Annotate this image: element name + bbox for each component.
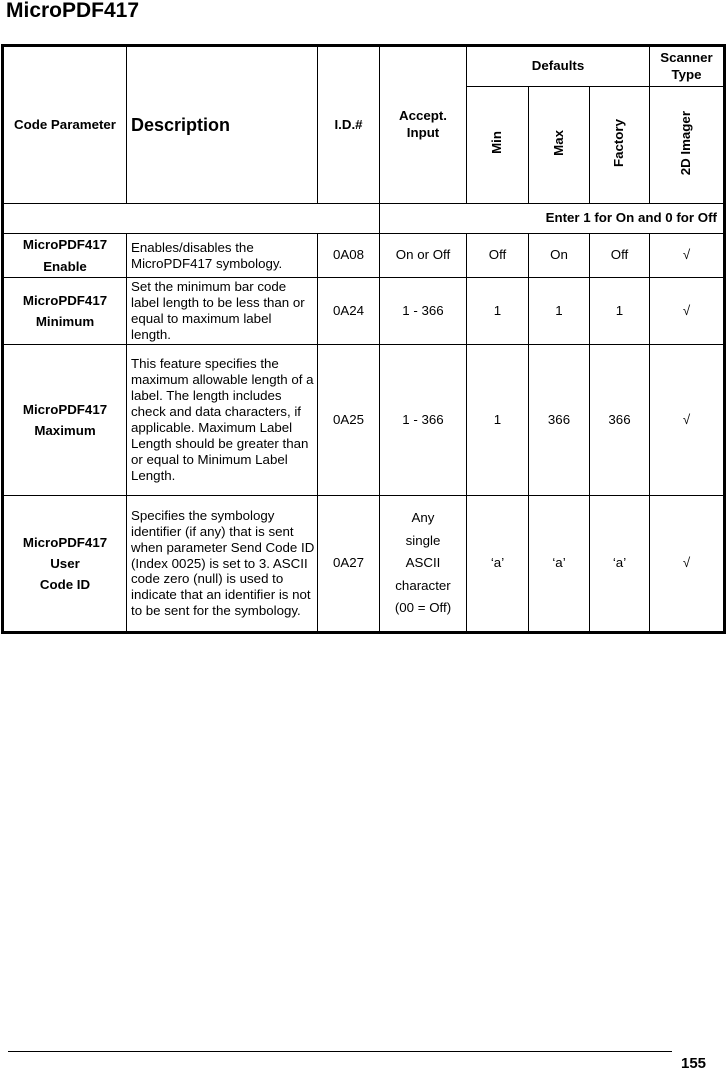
header-id: I.D.# [318,46,380,204]
on-off-note: Enter 1 for On and 0 for Off [380,204,725,234]
header-factory-label: Factory [611,118,627,167]
imager-check-cell: √ [650,345,725,496]
header-factory [590,87,650,204]
id-cell: 0A24 [318,278,380,345]
description-cell: This feature specifies the maximum allowable length of a label. The length includes check and data characters, if applicable. Maximum Label Length should be greater than or equal to Minimum Label Length. [127,345,318,496]
header-min [467,87,529,204]
footer-rule [8,1051,672,1052]
code-parameter-cell [3,496,127,633]
id-cell: 0A25 [318,345,380,496]
note-row [3,204,725,234]
page-number: 155 [681,1055,707,1072]
factory-cell: ‘a’ [590,496,650,633]
factory-cell: 366 [590,345,650,496]
accept-line: 1 - 366 [402,411,444,427]
code-line: Minimum [35,314,95,329]
accept-input-cell [380,234,467,278]
header-imager [650,87,725,204]
max-cell: 1 [529,278,590,345]
code-line: MicroPDF417 [22,401,108,417]
factory-cell: 1 [590,278,650,345]
code-parameter-cell [3,234,127,278]
header-description: Description [127,46,318,204]
accept-line: Any [411,510,435,526]
accept-line: ASCII [405,555,441,571]
accept-line: On or Off [395,247,451,263]
header-accept-input: Accept. Input [380,46,467,204]
header-imager-label: 2D Imager [678,110,694,175]
max-cell: 366 [529,345,590,496]
imager-check-cell: √ [650,496,725,633]
table-row [3,496,725,633]
header-max [529,87,590,204]
max-cell: On [529,234,590,278]
id-cell: 0A27 [318,496,380,633]
code-line: MicroPDF417 [22,237,108,253]
min-cell: 1 [467,345,529,496]
header-min-label: Min [489,131,505,155]
factory-cell: Off [590,234,650,278]
parameter-table [1,44,726,634]
header-max-label: Max [550,129,566,156]
description-cell: Set the minimum bar code label length to be less than or equal to maximum label length. [127,278,318,345]
code-parameter-cell [3,345,127,496]
header-scanner-type: Scanner Type [650,46,725,87]
table-row [3,234,725,278]
id-cell: 0A08 [318,234,380,278]
accept-input-cell [380,278,467,345]
code-parameter-cell [3,278,127,345]
imager-check-cell: √ [650,234,725,278]
table-row [3,278,725,345]
accept-input-cell [380,345,467,496]
header-code-parameter: Code Parameter [3,46,127,204]
accept-input-cell [380,496,467,633]
code-line: MicroPDF417 [22,292,108,308]
header-row [3,46,725,87]
code-line: Enable [43,258,87,274]
note-blank-cell [3,204,380,234]
page-title: MicroPDF417 [6,0,140,22]
min-cell: ‘a’ [467,496,529,633]
code-line: User [50,555,80,571]
imager-check-cell: √ [650,278,725,345]
description-cell: Specifies the symbology identifier (if any) that is sent when parameter Send Code ID (Index 0025) is set to 3. ASCII code zero (null) is used to indicate that an identifier is not to be sent for the symbology. [127,496,318,633]
code-line: Maximum [34,423,96,438]
accept-line: 1 - 366 [402,302,444,318]
accept-line: single [405,532,441,548]
header-defaults: Defaults [467,46,650,87]
description-cell: Enables/disables the MicroPDF417 symbology. [127,234,318,278]
code-line: MicroPDF417 [22,534,108,550]
min-cell: 1 [467,278,529,345]
min-cell: Off [467,234,529,278]
table-row [3,345,725,496]
code-line: Code ID [39,577,91,593]
max-cell: ‘a’ [529,496,590,633]
accept-line: (00 = Off) [394,600,452,616]
accept-line: character [395,577,451,593]
